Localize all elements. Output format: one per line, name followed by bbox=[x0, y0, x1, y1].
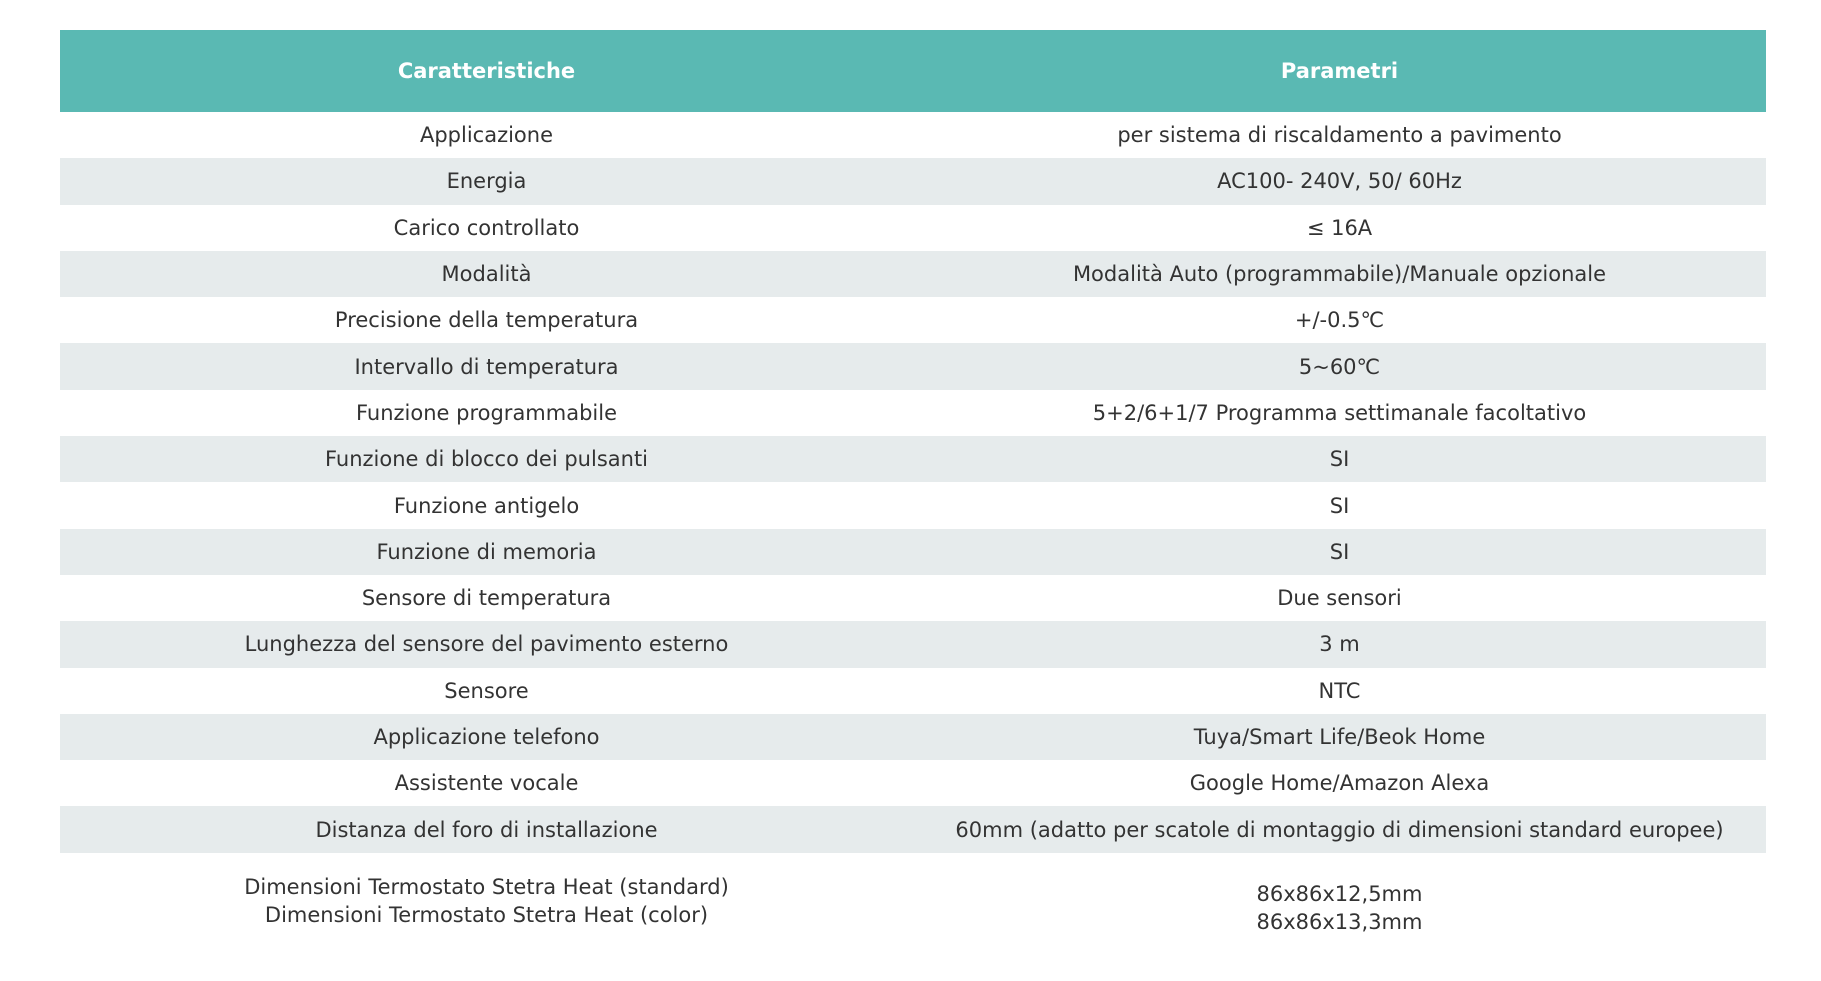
value-cell: NTC bbox=[913, 668, 1766, 714]
table-row bbox=[60, 575, 1766, 621]
feature-cell: Precisione della temperatura bbox=[60, 297, 913, 343]
table-row bbox=[60, 668, 1766, 714]
table-row bbox=[60, 529, 1766, 575]
feature-cell: Funzione di memoria bbox=[60, 529, 913, 575]
table-row bbox=[60, 621, 1766, 667]
table-row bbox=[60, 760, 1766, 806]
table-row bbox=[60, 436, 1766, 482]
feature-cell bbox=[60, 853, 913, 951]
value-cell: per sistema di riscaldamento a pavimento bbox=[913, 112, 1766, 158]
value-cell: Due sensori bbox=[913, 575, 1766, 621]
table-row bbox=[60, 714, 1766, 760]
value-cell: 5~60℃ bbox=[913, 343, 1766, 389]
table-row-dimensions bbox=[60, 853, 1766, 951]
table-row bbox=[60, 297, 1766, 343]
feature-cell: Modalità bbox=[60, 251, 913, 297]
table-header-row bbox=[60, 30, 1766, 112]
feature-cell: Lunghezza del sensore del pavimento esterno bbox=[60, 621, 913, 667]
value-cell: SI bbox=[913, 482, 1766, 528]
dimension-label-standard: Dimensioni Termostato Stetra Heat (standard) bbox=[244, 875, 729, 900]
table-row bbox=[60, 482, 1766, 528]
dimension-value-color: 86x86x13,3mm bbox=[1256, 909, 1423, 934]
value-cell: ≤ 16A bbox=[913, 205, 1766, 251]
table-row bbox=[60, 806, 1766, 852]
feature-cell: Applicazione telefono bbox=[60, 714, 913, 760]
value-cell: +/-0.5℃ bbox=[913, 297, 1766, 343]
feature-cell: Sensore bbox=[60, 668, 913, 714]
value-cell: Tuya/Smart Life/Beok Home bbox=[913, 714, 1766, 760]
table-row bbox=[60, 343, 1766, 389]
feature-cell: Intervallo di temperatura bbox=[60, 343, 913, 389]
value-cell bbox=[913, 853, 1766, 951]
value-cell: 3 m bbox=[913, 621, 1766, 667]
feature-cell: Assistente vocale bbox=[60, 760, 913, 806]
value-cell: SI bbox=[913, 436, 1766, 482]
feature-cell: Sensore di temperatura bbox=[60, 575, 913, 621]
feature-cell: Funzione di blocco dei pulsanti bbox=[60, 436, 913, 482]
value-cell: 5+2/6+1/7 Programma settimanale facoltativo bbox=[913, 390, 1766, 436]
feature-cell: Funzione programmabile bbox=[60, 390, 913, 436]
header-parametri: Parametri bbox=[913, 30, 1766, 112]
value-cell: 60mm (adatto per scatole di montaggio di dimensioni standard europee) bbox=[913, 806, 1766, 852]
dimension-value-standard: 86x86x12,5mm bbox=[1256, 882, 1423, 907]
value-cell: AC100- 240V, 50/ 60Hz bbox=[913, 158, 1766, 204]
header-caratteristiche: Caratteristiche bbox=[60, 30, 913, 112]
spec-table bbox=[60, 30, 1766, 951]
table-row bbox=[60, 390, 1766, 436]
value-cell: SI bbox=[913, 529, 1766, 575]
feature-cell: Applicazione bbox=[60, 112, 913, 158]
feature-cell: Funzione antigelo bbox=[60, 482, 913, 528]
table-row bbox=[60, 158, 1766, 204]
table-row bbox=[60, 112, 1766, 158]
dimension-label-color: Dimensioni Termostato Stetra Heat (color) bbox=[264, 902, 709, 927]
feature-cell: Carico controllato bbox=[60, 205, 913, 251]
table-row bbox=[60, 251, 1766, 297]
feature-cell: Distanza del foro di installazione bbox=[60, 806, 913, 852]
feature-cell: Energia bbox=[60, 158, 913, 204]
table-row bbox=[60, 205, 1766, 251]
value-cell: Google Home/Amazon Alexa bbox=[913, 760, 1766, 806]
value-cell: Modalità Auto (programmabile)/Manuale opzionale bbox=[913, 251, 1766, 297]
